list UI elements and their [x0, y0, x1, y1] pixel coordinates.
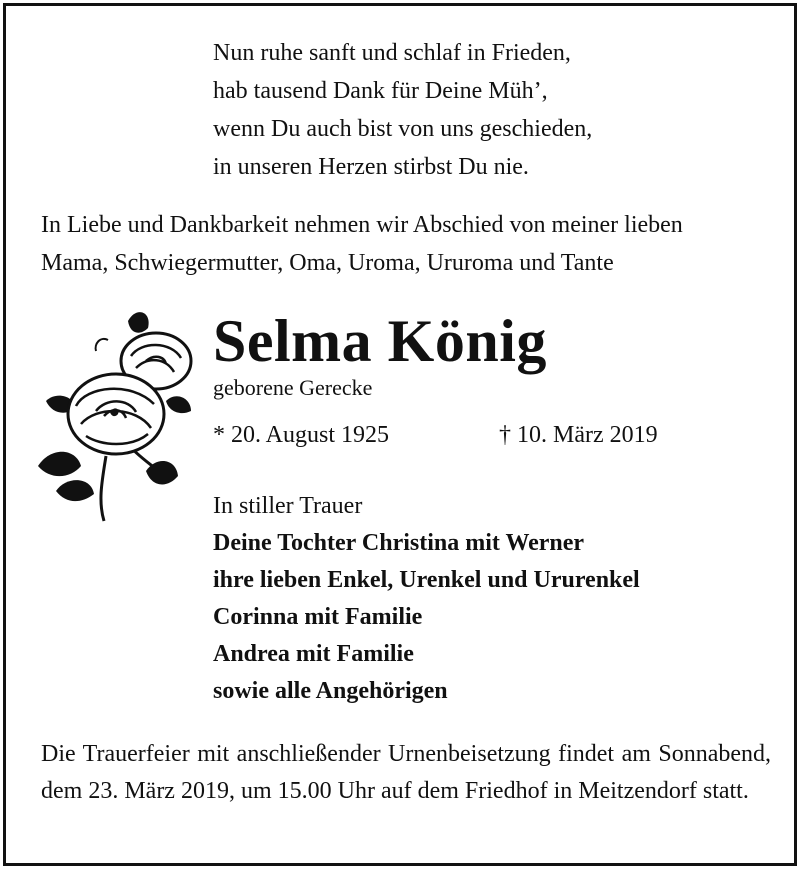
funeral-announcement: Die Trauerfeier mit anschließender Urnenbeisetzung findet am Sonnabend, dem 23. März 2019, um 15.00 Uhr auf dem Friedhof in Meitzendorf statt.: [41, 741, 771, 804]
maiden-name: geborene Gerecke: [213, 375, 373, 400]
mourner-line: Corinna mit Familie: [213, 604, 423, 630]
mourner-line: sowie alle Angehörigen: [213, 678, 448, 704]
deceased-name: Selma König: [213, 308, 547, 374]
poem: [213, 34, 592, 186]
farewell-intro: [41, 206, 683, 282]
rose-icon: [36, 306, 206, 526]
mourner-line: Andrea mit Familie: [213, 641, 414, 667]
mourners-block: [213, 488, 640, 710]
obituary-frame: [3, 3, 797, 866]
mourner-line: Deine Tochter Christina mit Werner: [213, 530, 585, 556]
poem-line: in unseren Herzen stirbst Du nie.: [213, 154, 529, 180]
poem-line: Nun ruhe sanft und schlaf in Frieden,: [213, 40, 571, 66]
mourning-intro: In stiller Trauer: [213, 493, 363, 519]
death-date: † 10. März 2019: [499, 422, 658, 448]
poem-line: wenn Du auch bist von uns geschieden,: [213, 116, 593, 142]
intro-line: In Liebe und Dankbarkeit nehmen wir Abschied von meiner lieben: [41, 212, 683, 238]
poem-line: hab tausend Dank für Deine Müh’,: [213, 78, 548, 104]
mourner-line: ihre lieben Enkel, Urenkel und Ururenkel: [213, 567, 640, 593]
birth-date: * 20. August 1925: [213, 422, 390, 448]
intro-line: Mama, Schwiegermutter, Oma, Uroma, Ururoma und Tante: [41, 250, 614, 276]
